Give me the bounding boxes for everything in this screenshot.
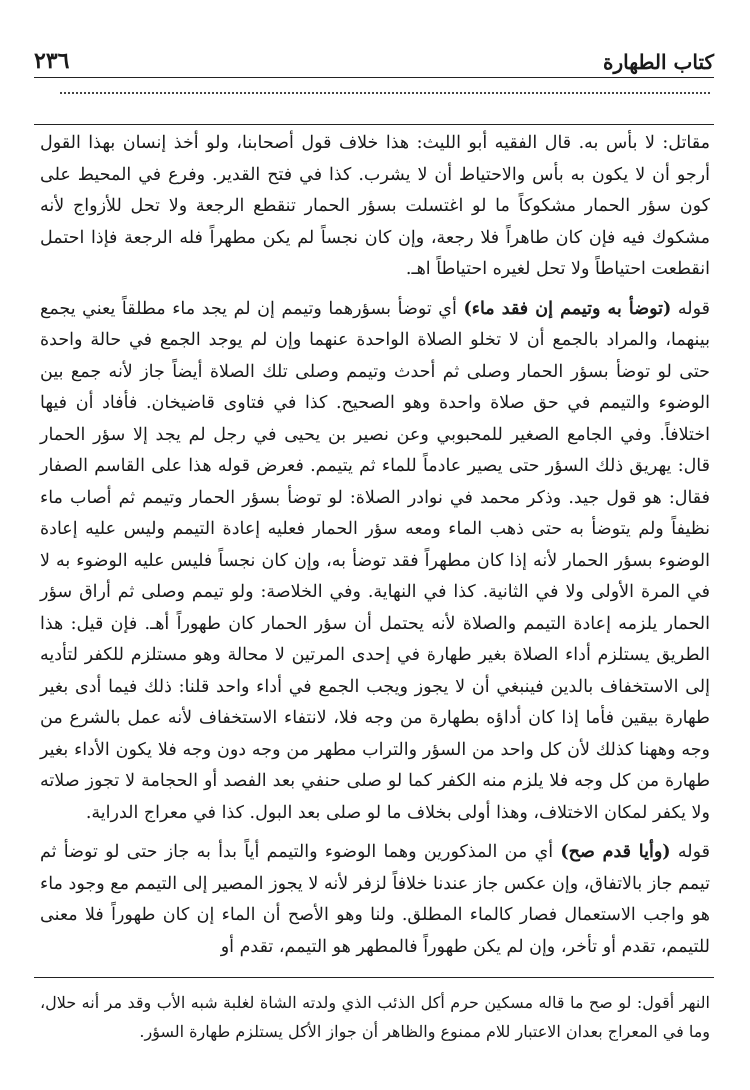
para2-prefix: قوله xyxy=(677,298,710,319)
footnote-rule xyxy=(34,977,714,978)
para3-lemma: (وأيا قدم صح) xyxy=(560,842,671,862)
para3-text: أي من المذكورين وهما الوضوء والتيمم أياً بدأ به جاز حتى لو توضأ ثم تيمم جاز بالاتفاق، وإن عكس جاز عندنا خلافاً لزفر لأنه لا يجوز المصير إلى التيمم مع وجود ماء هو واجب الاستعمال فصار كالماء المطلق. ولنا وهو الأصح أن الماء إن كان طهوراً فلا معنى للتيمم، تقدم أو تأخر، وإن لم يكن طهوراً فالمطهر هو التيمم، تقدم أو xyxy=(40,842,710,957)
book-title: كتاب الطهارة xyxy=(603,50,714,74)
page-number: ٢٣٦ xyxy=(34,48,70,74)
page-header xyxy=(34,44,714,78)
paragraph-3 xyxy=(40,837,710,963)
paragraph-1: مقاتل: لا بأس به. قال الفقيه أبو الليث: هذا خلاف قول أصحابنا، ولو أخذ إنسان بهذا القول أرجو أن لا يكون به بأس والاحتياط أن لا يشرب. كذا في فتح القدير. وفرع في المحيط على كون سؤر الحمار مشكوكاً ما لو اغتسلت بسؤر الحمار تنقطع الرجعة ولا تحل للأزواج لأنه مشكوك فيه فإن كان طاهراً فلا رجعة، وإن كان نجساً لم يكن مطهراً فله الرجعة فإذا احتمل انقطعت احتياطاً ولا تحل لغيره احتياطاً اهـ. xyxy=(40,133,710,279)
main-text xyxy=(40,128,710,963)
para3-prefix: قوله xyxy=(677,842,710,862)
para2-lemma: (توضأ به وتيمم إن فقد ماء) xyxy=(463,298,672,319)
paragraph-2 xyxy=(40,294,710,830)
top-rule xyxy=(34,124,714,125)
dotted-separator xyxy=(60,92,710,94)
para2-text: أي توضأ بسؤرهما وتيمم إن لم يجد ماء مطلقاً يعني يجمع بينهما، والمراد بالجمع أن لا تخلو الصلاة الواحدة عنهما وإن لم يوجد الجمع في حالة واحدة حتى لو توضأ بسؤر الحمار وصلى ثم أحدث وتيمم وصلى تلك الصلاة أيضاً جاز لأنه جمع بين الوضوء والتيمم في حق صلاة واحدة وهو الصحيح. كذا في فتاوى قاضيخان. فأفاد أن فيها اختلافاً. وفي الجامع الصغير للمحبوبي وعن نصير بن يحيى في رجل لم يجد إلا سؤر الحمار قال: يهريق ذلك السؤر حتى يصير عادماً للماء ثم يتيمم. فعرض قوله هذا على القاسم الصفار فقال: هو قول جيد. وذكر محمد في نوادر الصلاة: لو توضأ بسؤر الحمار وتيمم ثم أصاب ماء نظيفاً ولم يتوضأ به حتى ذهب الماء ومعه سؤر الحمار فعليه إعادة التيمم وليس عليه إعادة الوضوء بسؤر الحمار لأنه إذا كان مطهراً فقد توضأ به، وإن كان نجساً فليس عليه الوضوء به لا في المرة الأولى ولا في الثانية. كذا في النهاية. وفي الخلاصة: ولو تيمم وصلى ثم أراق سؤر الحمار يلزمه إعادة التيمم والصلاة لأنه يحتمل أن سؤر الحمار كان طهوراً أهـ. فإن قيل: هذا الطريق يستلزم أداء الصلاة بغير طهارة في إحدى المرتين لا محالة وهو مستلزم للكفر لتأديه إلى الاستخفاف بالدين فينبغي أن لا يجوز ويجب الجمع في أداء واحد قلنا: ذلك فيما أدى بغير طهارة بيقين فأما إذا كان أداؤه بطهارة من وجه فلا، لانتفاء الاستخفاف لأنه عمل بالشرع من وجه وههنا كذلك لأن كل واحد من السؤر والتراب مطهر من وجه دون وجه فلا يكون الأداء بغير طهارة من كل وجه فلا يلزم منه الكفر كما لو صلى حنفي بعد الفصد أو الحجامة لا تجوز صلاته ولا يكفر لمكان الاختلاف، وهذا أولى بخلاف ما لو صلى بعد البول. كذا في معراج الدراية. xyxy=(40,298,710,823)
footnote: النهر أقول: لو صح ما قاله مسكين حرم أكل الذئب الذي ولدته الشاة لغلبة شبه الأب وقد مر أنه حلال، وما في المعراج بعدان الاعتبار للام ممنوع والظاهر أن جواز الأكل يستلزم طهارة السؤر. xyxy=(40,993,710,1041)
